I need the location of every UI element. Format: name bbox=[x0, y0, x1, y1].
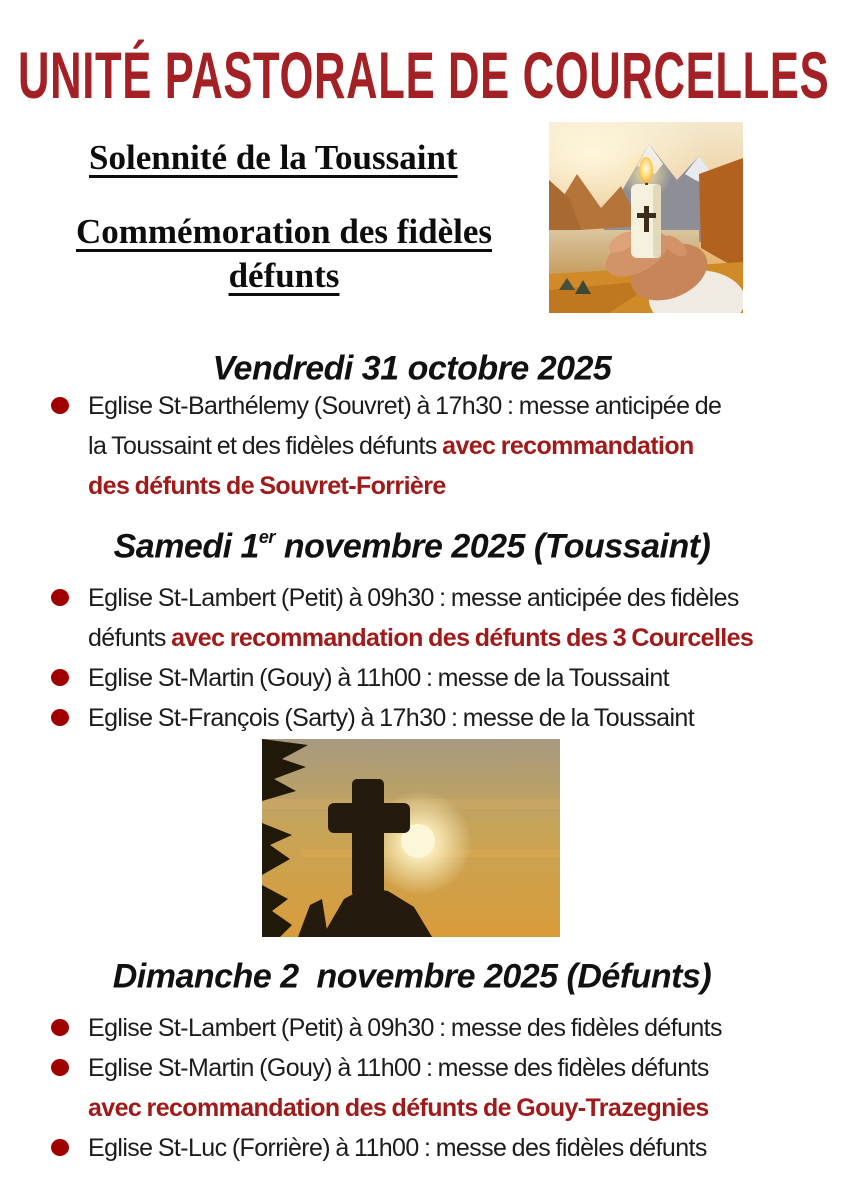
mass-list-item bbox=[50, 1128, 808, 1168]
bullet-icon bbox=[51, 1019, 69, 1036]
mass-item-text: Eglise St-François (Sarty) à 17h30 : messe de la Toussaint bbox=[88, 704, 695, 732]
page-title: UNITÉ PASTORALE DE COURCELLES bbox=[18, 38, 830, 112]
mass-list-dimanche bbox=[50, 1008, 808, 1168]
mass-list-item bbox=[50, 1008, 808, 1048]
mass-list-item bbox=[50, 658, 808, 698]
mass-list-item bbox=[50, 698, 808, 738]
section-heading-vendredi bbox=[0, 341, 824, 388]
mass-list-item bbox=[50, 386, 808, 506]
heading-text: Samedi 1 bbox=[113, 527, 259, 566]
mass-item-text: Eglise St-Barthélemy (Souvret) à 17h30 : messe anticipée de la Toussaint et des fidèles défunts avec recommandation des défunts de Souvret-Forrière bbox=[88, 392, 722, 500]
mass-item-text: Eglise St-Lambert (Petit) à 09h30 : messe des fidèles défunts bbox=[88, 1014, 722, 1042]
bullet-icon bbox=[51, 1059, 69, 1076]
candle-photo bbox=[549, 122, 743, 313]
heading-text: novembre 2025 (Toussaint) bbox=[274, 527, 711, 566]
mass-item-text: Eglise St-Lambert (Petit) à 09h30 : messe anticipée des fidèles défunts avec recommandation des défunts des 3 Courcelles bbox=[88, 584, 754, 652]
heading-text: Dimanche 2 bbox=[112, 957, 299, 996]
bullet-icon bbox=[51, 709, 69, 726]
mass-list-item bbox=[50, 578, 808, 658]
candle-photo-svg bbox=[549, 122, 743, 313]
heading-solennite: Solennité de la Toussaint bbox=[89, 138, 458, 177]
section-heading-dimanche bbox=[0, 949, 824, 996]
mass-item-text: Eglise St-Martin (Gouy) à 11h00 : messe de la Toussaint bbox=[88, 664, 669, 692]
bullet-icon bbox=[51, 1139, 69, 1156]
mass-item-text: Eglise St-Martin (Gouy) à 11h00 : messe des fidèles défunts avec recommandation des défunts de Gouy-Trazegnies bbox=[88, 1054, 709, 1122]
heading-text: novembre 2025 (Défunts) bbox=[298, 957, 712, 996]
mass-list-samedi bbox=[50, 578, 808, 738]
bullet-icon bbox=[51, 397, 69, 414]
heading-text: Vendredi 31 octobre 2025 bbox=[212, 349, 612, 388]
flame-icon bbox=[639, 157, 653, 183]
bullet-icon bbox=[51, 589, 69, 606]
page-title-wrap bbox=[0, 38, 848, 112]
heading-commemoration: Commémoration des fidèles défunts bbox=[75, 212, 493, 295]
heading-superscript: er bbox=[258, 527, 275, 547]
bullet-icon bbox=[51, 669, 69, 686]
cross-sunset-photo bbox=[262, 739, 560, 937]
mass-list-item bbox=[50, 1048, 808, 1128]
section-heading-samedi bbox=[0, 519, 824, 566]
mass-item-text: Eglise St-Luc (Forrière) à 11h00 : messe des fidèles défunts bbox=[88, 1134, 707, 1162]
mass-list-vendredi bbox=[50, 386, 808, 506]
cross-photo-svg bbox=[262, 739, 560, 937]
